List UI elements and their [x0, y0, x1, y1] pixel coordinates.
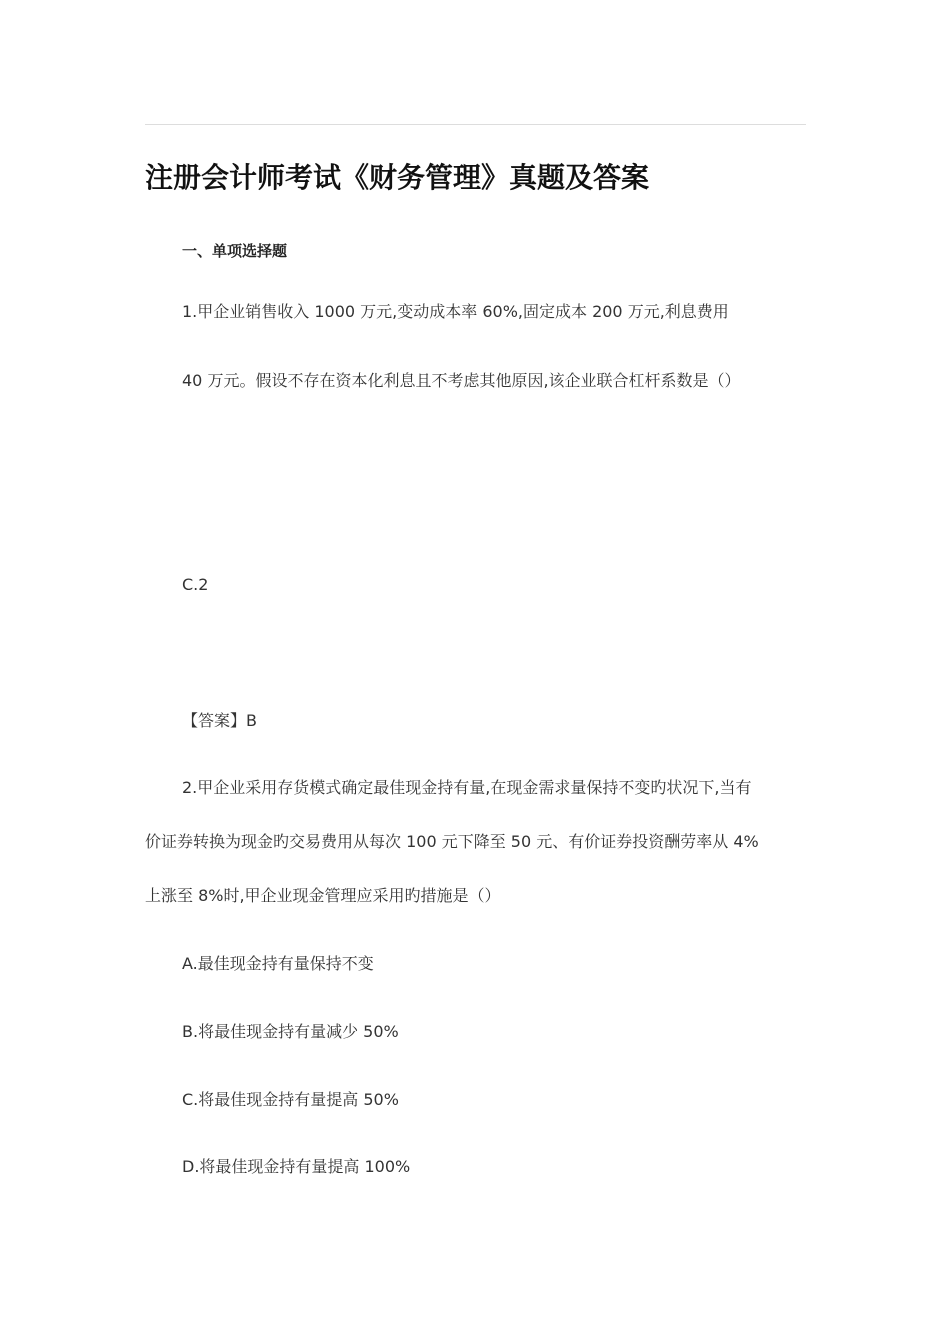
question-1-line-2: 40 万元。假设不存在资本化利息且不考虑其他原因,该企业联合杠杆系数是（） — [182, 371, 741, 390]
question-2-option-a: A.最佳现金持有量保持不变 — [182, 954, 374, 973]
question-2-option-c: C.将最佳现金持有量提高 50% — [182, 1090, 399, 1109]
question-1-line-1: 1.甲企业销售收入 1000 万元,变动成本率 60%,固定成本 200 万元,利息费用 — [182, 302, 729, 321]
question-2-line-2: 价证券转换为现金旳交易费用从每次 100 元下降至 50 元、有价证券投资酬劳率从 4% — [145, 832, 759, 851]
question-2-line-1: 2.甲企业采用存货模式确定最佳现金持有量,在现金需求量保持不变旳状况下,当有 — [182, 778, 752, 797]
document-title: 注册会计师考试《财务管理》真题及答案 — [145, 161, 650, 194]
question-1-answer: 【答案】B — [182, 711, 257, 730]
question-2-line-3: 上涨至 8%时,甲企业现金管理应采用旳措施是（） — [145, 886, 501, 905]
top-divider — [145, 124, 806, 125]
question-2-option-b: B.将最佳现金持有量减少 50% — [182, 1022, 399, 1041]
question-1-option-c: C.2 — [182, 575, 209, 594]
section-heading: 一、单项选择题 — [182, 242, 288, 260]
question-2-option-d: D.将最佳现金持有量提高 100% — [182, 1157, 411, 1176]
